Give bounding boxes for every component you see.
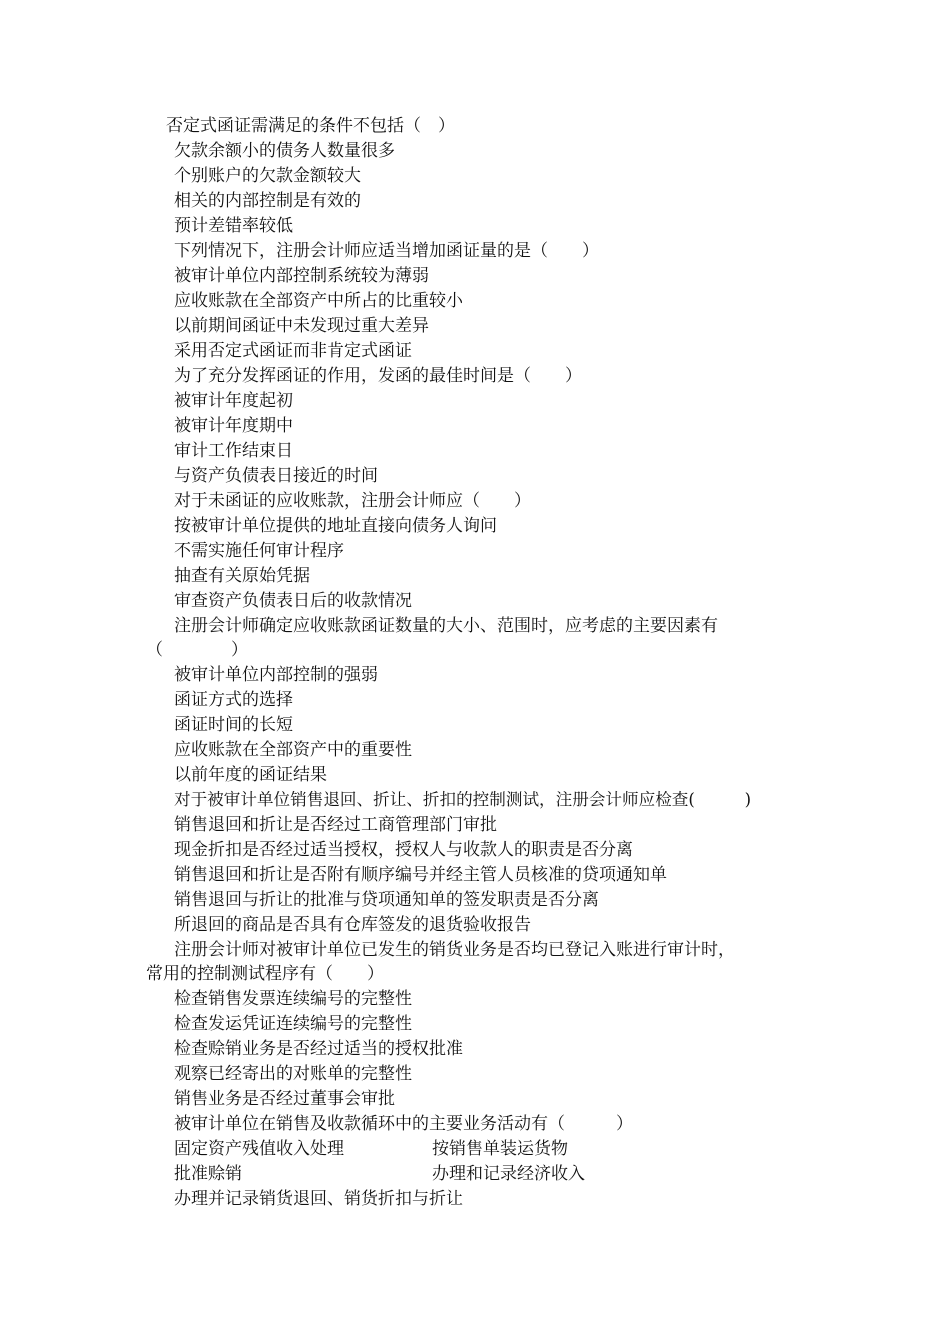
- option: 被审计年度期中: [174, 416, 293, 436]
- option: 应收账款在全部资产中所占的比重较小: [174, 291, 463, 311]
- option: 被审计单位内部控制的强弱: [174, 665, 378, 685]
- question-2: 下列情况下，注册会计师应适当增加函证量的是（ ）: [174, 241, 599, 261]
- option: 以前期间函证中未发现过重大差异: [174, 316, 429, 336]
- question-3: 为了充分发挥函证的作用，发函的最佳时间是（ ）: [174, 366, 582, 386]
- question-7: 注册会计师对被审计单位已发生的销货业务是否均已登记入账进行审计时，: [174, 940, 735, 960]
- option: 个别账户的欠款金额较大: [174, 166, 361, 186]
- option: 检查赊销业务是否经过适当的授权批准: [174, 1039, 463, 1059]
- question-1: 否定式函证需满足的条件不包括（ ）: [166, 116, 455, 136]
- option: 被审计单位内部控制系统较为薄弱: [174, 266, 429, 286]
- question-4: 对于未函证的应收账款，注册会计师应（ ）: [174, 491, 531, 511]
- option: 检查销售发票连续编号的完整性: [174, 989, 412, 1009]
- option: 应收账款在全部资产中的重要性: [174, 740, 412, 760]
- option: 按被审计单位提供的地址直接向债务人询问: [174, 516, 497, 536]
- option: 被审计年度起初: [174, 391, 293, 411]
- option: 不需实施任何审计程序: [174, 541, 344, 561]
- option: 抽查有关原始凭据: [174, 566, 310, 586]
- question-6: 对于被审计单位销售退回、折让、折扣的控制测试，注册会计师应检查( ): [174, 790, 752, 809]
- option: 销售退回与折让的批准与贷项通知单的签发职责是否分离: [174, 890, 599, 910]
- option: 以前年度的函证结果: [174, 765, 327, 785]
- option: 办理和记录经济收入: [432, 1164, 585, 1184]
- option: 采用否定式函证而非肯定式函证: [174, 341, 412, 361]
- option: 审查资产负债表日后的收款情况: [174, 591, 412, 611]
- option: 函证时间的长短: [174, 715, 293, 735]
- option: 审计工作结束日: [174, 441, 293, 461]
- option: 固定资产残值收入处理: [174, 1139, 344, 1159]
- option: 欠款余额小的债务人数量很多: [174, 141, 395, 161]
- option: 观察已经寄出的对账单的完整性: [174, 1064, 412, 1084]
- option: 相关的内部控制是有效的: [174, 191, 361, 211]
- question-5: 注册会计师确定应收账款函证数量的大小、范围时，应考虑的主要因素有: [174, 616, 718, 636]
- option: 预计差错率较低: [174, 216, 293, 236]
- option: 现金折扣是否经过适当授权，授权人与收款人的职责是否分离: [174, 840, 633, 860]
- option: 与资产负债表日接近的时间: [174, 466, 378, 486]
- option: 批准赊销: [174, 1164, 242, 1184]
- question-5-continued: （ ）: [146, 640, 248, 660]
- option: 检查发运凭证连续编号的完整性: [174, 1014, 412, 1034]
- question-8: 被审计单位在销售及收款循环中的主要业务活动有（ ）: [174, 1114, 633, 1134]
- question-7-continued: 常用的控制测试程序有（ ）: [146, 964, 384, 984]
- option: 销售退回和折让是否经过工商管理部门审批: [174, 815, 497, 835]
- option: 销售业务是否经过董事会审批: [174, 1089, 395, 1109]
- option: 办理并记录销货退回、销货折扣与折让: [174, 1189, 463, 1209]
- option: 按销售单装运货物: [432, 1139, 568, 1159]
- option: 所退回的商品是否具有仓库签发的退货验收报告: [174, 915, 531, 935]
- option: 函证方式的选择: [174, 690, 293, 710]
- option: 销售退回和折让是否附有顺序编号并经主管人员核准的贷项通知单: [174, 865, 667, 885]
